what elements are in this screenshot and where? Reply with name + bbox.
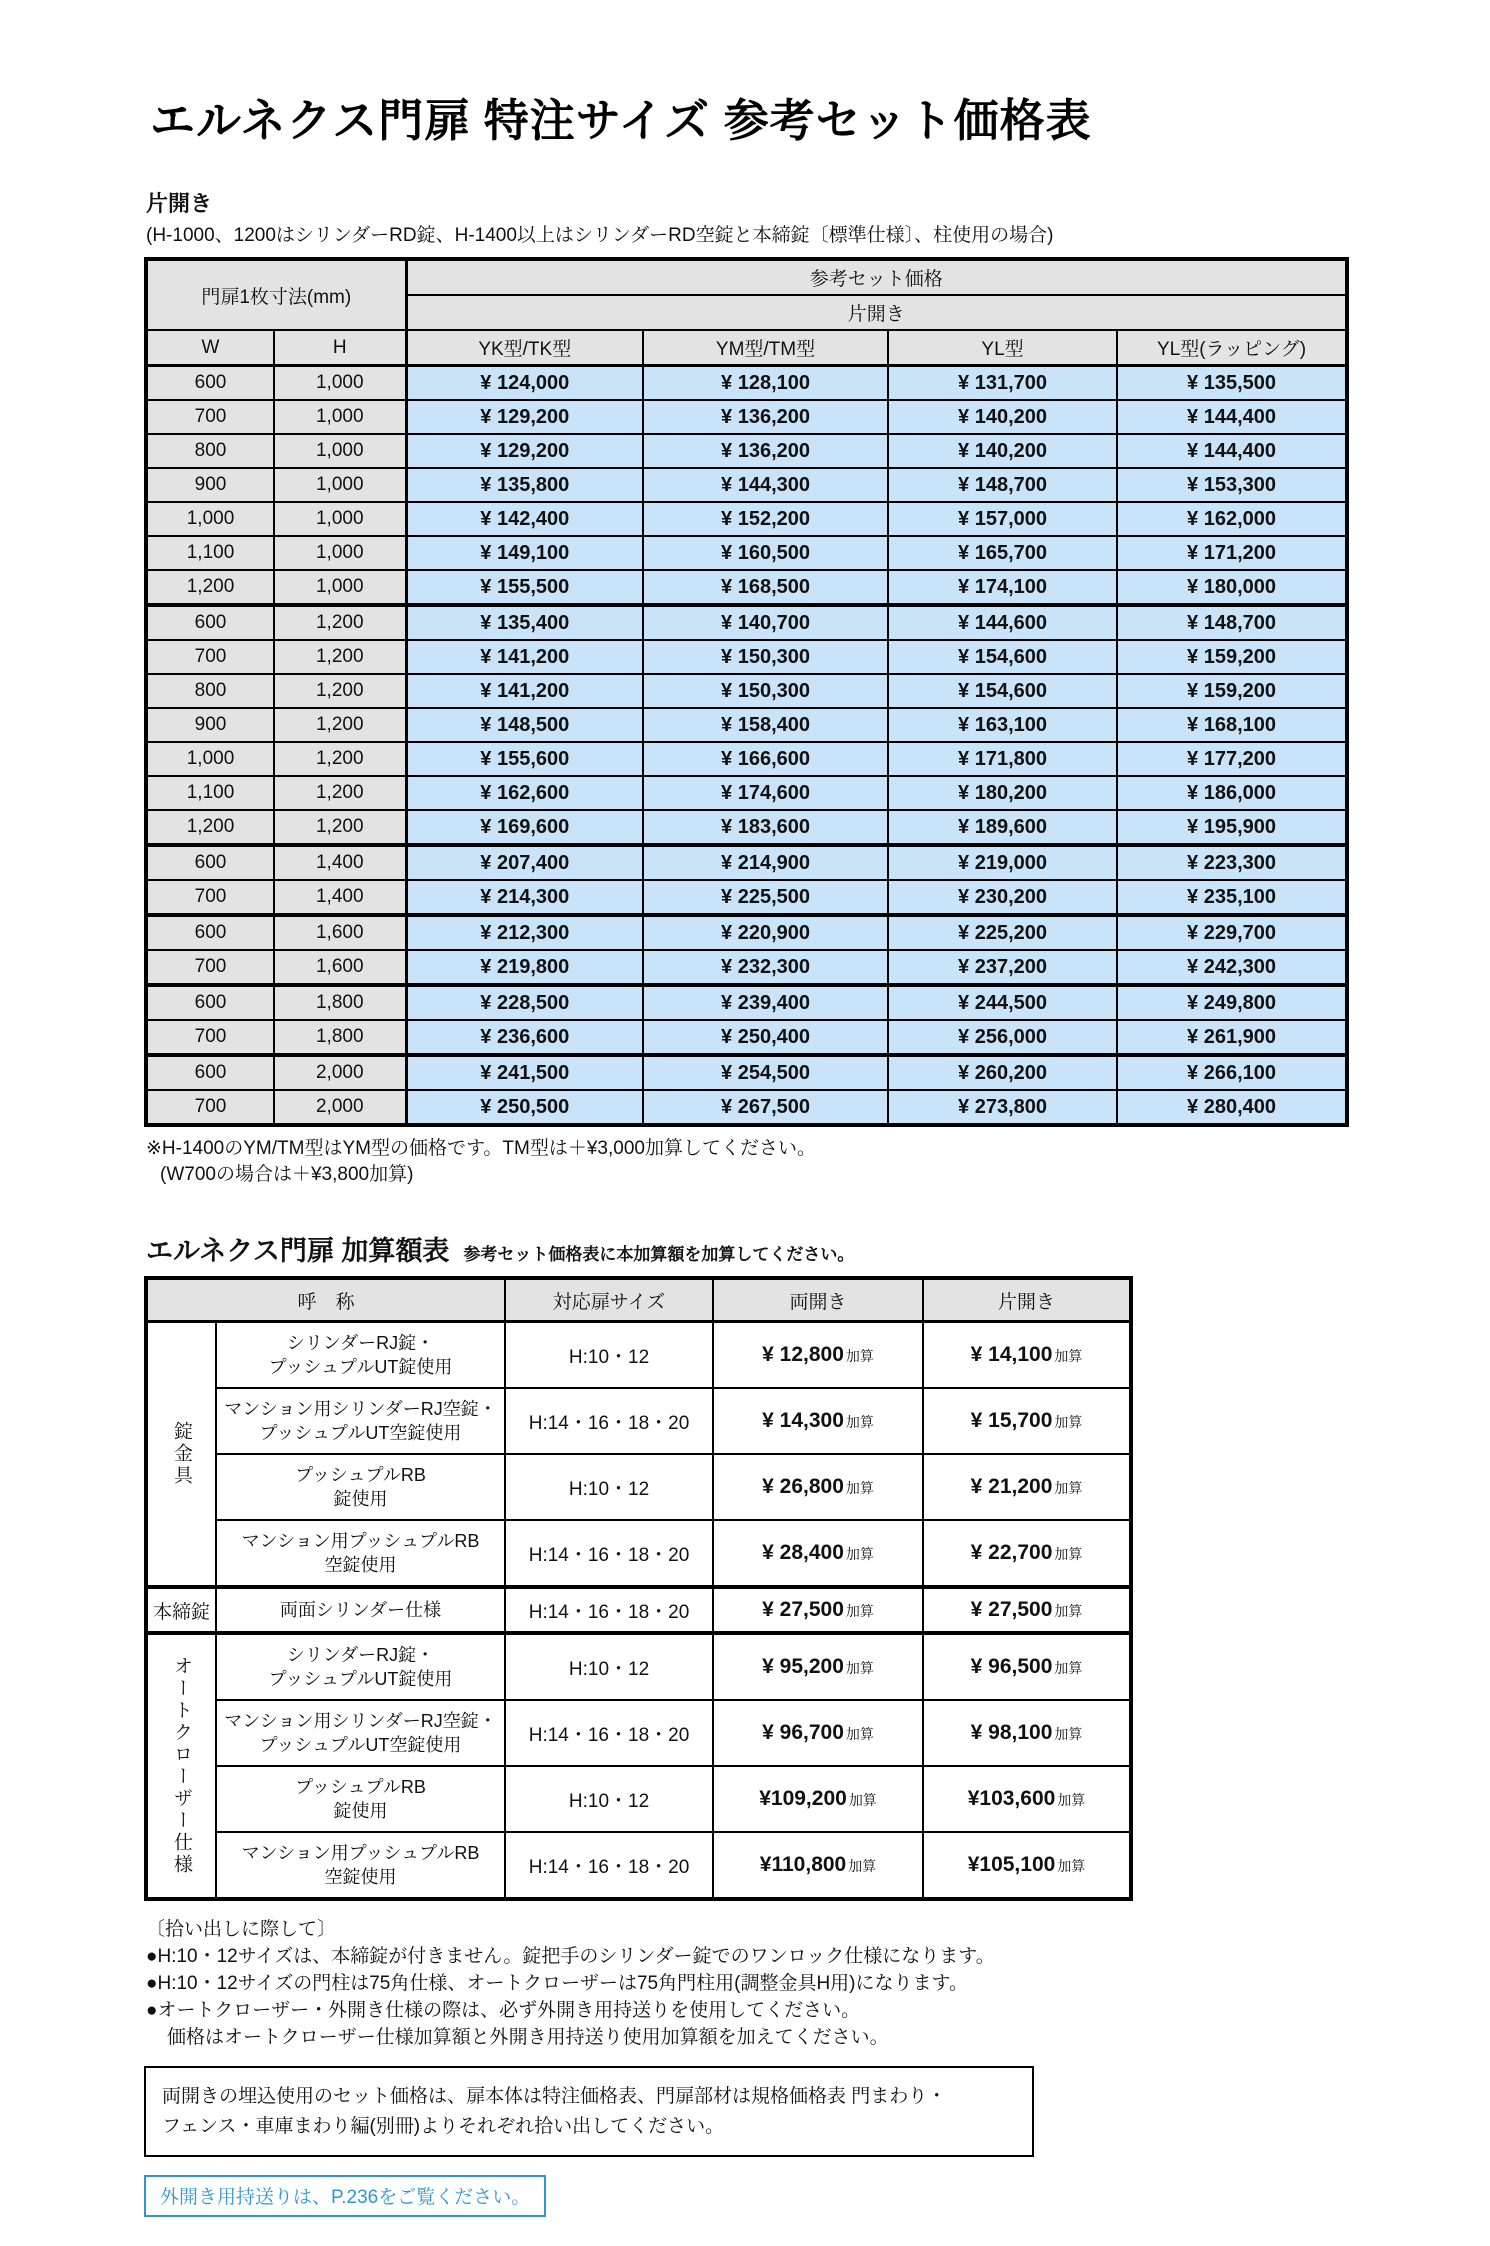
price-amount: ¥ 22,700 [970,1541,1053,1565]
price-cell: ¥ 159,200 [1117,674,1347,708]
add-suffix-label: 加算 [1057,1792,1086,1809]
h-value-cell: 1,400 [274,880,406,915]
w-value-cell: 1,100 [146,776,274,810]
price-row [146,640,1347,674]
add-suffix-label: 加算 [845,1414,874,1431]
h-value-cell: 1,000 [274,400,406,434]
w-value-cell: 700 [146,1090,274,1125]
price-row [146,400,1347,434]
price-table-footnote [146,1136,1490,1187]
price-row [146,915,1347,950]
price-amount: ¥ 21,200 [970,1475,1053,1499]
item-name-line: マンション用プッシュプルRB [241,1530,480,1551]
price-amount: ¥ 15,700 [970,1409,1053,1433]
add-suffix-label: 加算 [845,1546,874,1563]
item-name-cell [216,1388,505,1454]
w-value-cell: 900 [146,468,274,502]
add-suffix-label: 加算 [848,1792,877,1809]
price-cell: ¥ 154,600 [888,640,1117,674]
price-cell: ¥ 229,700 [1117,915,1347,950]
w-value-cell: 1,100 [146,536,274,570]
price-cell: ¥ 207,400 [406,845,643,880]
w-value-cell: 600 [146,1055,274,1090]
door-size-cell: H:14・16・18・20 [505,1520,713,1587]
addition-table [144,1276,1133,1901]
add-suffix-label: 加算 [845,1660,874,1677]
h-value-cell: 1,400 [274,845,406,880]
col-header-yl-wrap: YL型(ラッピング) [1117,330,1347,366]
add-suffix-label: 加算 [845,1726,874,1743]
col-header-yk: YK型/TK型 [406,330,643,366]
price-row [146,502,1347,536]
price-amount: ¥103,600 [967,1787,1056,1811]
col-header-w: W [146,330,274,366]
item-name-line: プッシュプルUT錠使用 [268,1669,453,1690]
price-amount: ¥ 12,800 [762,1343,844,1367]
price-row [146,708,1347,742]
double-price-cell [713,1766,923,1832]
double-price-cell [713,1633,923,1700]
w-value-cell: 800 [146,434,274,468]
w-value-cell: 700 [146,880,274,915]
w-value-cell: 600 [146,845,274,880]
door-size-cell: H:10・12 [505,1766,713,1832]
door-size-cell: H:10・12 [505,1322,713,1389]
price-cell: ¥ 150,300 [643,640,888,674]
single-price-cell [923,1700,1131,1766]
price-cell: ¥ 220,900 [643,915,888,950]
price-row [146,742,1347,776]
item-name-line: プッシュプルRB [295,1776,426,1797]
price-cell: ¥ 162,600 [406,776,643,810]
item-name-cell [216,1766,505,1832]
price-amount: ¥ 98,100 [970,1721,1053,1745]
price-cell: ¥ 153,300 [1117,468,1347,502]
single-price-cell [923,1587,1131,1633]
price-cell: ¥ 223,300 [1117,845,1347,880]
addition-table-note: 参考セット価格表に本加算額を加算してください。 [463,1245,855,1265]
price-cell: ¥ 168,500 [643,570,888,605]
add-suffix-label: 加算 [1054,1660,1083,1677]
price-cell: ¥ 236,600 [406,1020,643,1055]
door-size-cell: H:10・12 [505,1454,713,1520]
price-cell: ¥ 250,400 [643,1020,888,1055]
price-cell: ¥ 267,500 [643,1090,888,1125]
w-value-cell: 700 [146,400,274,434]
double-price-cell [713,1520,923,1587]
item-name-line: プッシュプルUT錠使用 [268,1357,453,1378]
price-cell: ¥ 158,400 [643,708,888,742]
single-price-cell [923,1322,1131,1389]
price-subgroup-header-cell: 片開き [406,295,1347,330]
double-price-cell [713,1454,923,1520]
price-cell: ¥ 159,200 [1117,640,1347,674]
h-value-cell: 1,200 [274,605,406,640]
w-value-cell: 600 [146,366,274,401]
price-cell: ¥ 225,200 [888,915,1117,950]
price-cell: ¥ 124,000 [406,366,643,401]
price-cell: ¥ 140,200 [888,434,1117,468]
double-price-cell [713,1587,923,1633]
price-cell: ¥ 150,300 [643,674,888,708]
price-cell: ¥ 155,600 [406,742,643,776]
addition-row [146,1766,1131,1832]
double-price-cell [713,1388,923,1454]
price-cell: ¥ 144,300 [643,468,888,502]
price-amount: ¥ 28,400 [762,1541,844,1565]
price-cell: ¥ 214,300 [406,880,643,915]
h-value-cell: 1,000 [274,468,406,502]
addition-row [146,1587,1131,1633]
price-cell: ¥ 141,200 [406,674,643,708]
h-value-cell: 1,200 [274,708,406,742]
boxed-note-line: フェンス・車庫まわり編(別冊)よりそれぞれ拾い出してください。 [162,2115,725,2137]
group-label: オートクローザー仕様 [146,1633,216,1899]
page-title: エルネクス門扉 特注サイズ 参考セット価格表 [150,95,1092,146]
addition-row [146,1388,1131,1454]
add-suffix-label: 加算 [1054,1726,1083,1743]
price-cell: ¥ 228,500 [406,985,643,1020]
note-bullet: ●H:10・12サイズの門柱は75角仕様、オートクローザーは75角門柱用(調整金具H用)になります。 [146,1973,968,1995]
w-value-cell: 1,000 [146,502,274,536]
h-value-cell: 1,000 [274,502,406,536]
add-suffix-label: 加算 [1054,1480,1083,1497]
price-cell: ¥ 135,500 [1117,366,1347,401]
item-name-line: シリンダーRJ錠・ [286,1644,435,1665]
item-name-cell [216,1322,505,1389]
addition-row [146,1520,1131,1587]
item-name-line: プッシュプルUT空錠使用 [259,1423,462,1444]
h-value-cell: 1,600 [274,915,406,950]
double-price-cell [713,1322,923,1389]
price-amount: ¥105,100 [967,1853,1056,1877]
h-value-cell: 1,800 [274,1020,406,1055]
h-value-cell: 1,200 [274,640,406,674]
price-cell: ¥ 256,000 [888,1020,1117,1055]
price-cell: ¥ 214,900 [643,845,888,880]
add-suffix-label: 加算 [1054,1603,1083,1620]
price-cell: ¥ 169,600 [406,810,643,845]
door-size-cell: H:14・16・18・20 [505,1587,713,1633]
w-value-cell: 700 [146,640,274,674]
group-label: 本締錠 [146,1587,216,1633]
w-value-cell: 1,000 [146,742,274,776]
price-cell: ¥ 165,700 [888,536,1117,570]
add-suffix-label: 加算 [1054,1348,1083,1365]
col-header-single: 片開き [923,1278,1131,1322]
item-name-line: 両面シリンダー仕様 [279,1600,442,1621]
price-cell: ¥ 142,400 [406,502,643,536]
price-amount: ¥ 27,500 [970,1598,1053,1622]
price-cell: ¥ 171,800 [888,742,1117,776]
price-cell: ¥ 144,400 [1117,434,1347,468]
item-name-line: シリンダーRJ錠・ [286,1332,435,1353]
price-cell: ¥ 180,200 [888,776,1117,810]
item-name-line: 錠使用 [333,1801,388,1822]
addition-row [146,1322,1131,1389]
price-cell: ¥ 249,800 [1117,985,1347,1020]
h-value-cell: 1,000 [274,366,406,401]
double-price-cell [713,1832,923,1899]
price-row [146,1020,1347,1055]
price-table [144,257,1349,1127]
item-name-cell [216,1587,505,1633]
price-cell: ¥ 141,200 [406,640,643,674]
single-price-cell [923,1633,1131,1700]
price-cell: ¥ 148,500 [406,708,643,742]
price-cell: ¥ 162,000 [1117,502,1347,536]
add-suffix-label: 加算 [845,1603,874,1620]
single-price-cell [923,1454,1131,1520]
price-row [146,950,1347,985]
price-cell: ¥ 261,900 [1117,1020,1347,1055]
single-price-cell [923,1832,1131,1899]
price-row [146,536,1347,570]
price-cell: ¥ 135,400 [406,605,643,640]
price-amount: ¥ 14,100 [970,1343,1053,1367]
item-name-cell [216,1700,505,1766]
size-header-cell: 門扉1枚寸法(mm) [146,259,406,330]
door-size-cell: H:14・16・18・20 [505,1388,713,1454]
h-value-cell: 1,800 [274,985,406,1020]
price-cell: ¥ 244,500 [888,985,1117,1020]
price-row [146,605,1347,640]
subtitle-note: (H-1000、1200はシリンダーRD錠、H-1400以上はシリンダーRD空錠と本締錠〔標準仕様〕、柱使用の場合) [146,225,1054,246]
note-bullet: ●オートクローザー・外開き仕様の際は、必ず外開き用持送りを使用してください。 [146,2000,861,2022]
price-cell: ¥ 266,100 [1117,1055,1347,1090]
addition-row [146,1454,1131,1520]
price-cell: ¥ 273,800 [888,1090,1117,1125]
item-name-line: 空錠使用 [324,1555,397,1576]
price-cell: ¥ 241,500 [406,1055,643,1090]
door-size-cell: H:10・12 [505,1633,713,1700]
addition-table-title: エルネクス門扉 加算額表 [146,1236,450,1267]
group-label: 錠金具 [146,1322,216,1588]
price-row [146,570,1347,605]
price-cell: ¥ 242,300 [1117,950,1347,985]
price-cell: ¥ 166,600 [643,742,888,776]
price-table-header-row-1 [146,259,1347,295]
addition-row [146,1633,1131,1700]
h-value-cell: 1,200 [274,742,406,776]
price-amount: ¥ 96,500 [970,1655,1053,1679]
item-name-line: マンション用プッシュプルRB [241,1842,480,1863]
embedded-use-note-box [144,2066,1034,2157]
price-amount: ¥ 95,200 [762,1655,844,1679]
w-value-cell: 700 [146,950,274,985]
price-cell: ¥ 186,000 [1117,776,1347,810]
add-suffix-label: 加算 [848,1858,877,1875]
h-value-cell: 1,200 [274,810,406,845]
price-cell: ¥ 171,200 [1117,536,1347,570]
col-header-h: H [274,330,406,366]
w-value-cell: 600 [146,985,274,1020]
price-amount: ¥ 27,500 [762,1598,844,1622]
price-row [146,985,1347,1020]
price-cell: ¥ 144,400 [1117,400,1347,434]
price-cell: ¥ 219,800 [406,950,643,985]
price-cell: ¥ 254,500 [643,1055,888,1090]
col-header-name: 呼 称 [146,1278,505,1322]
price-cell: ¥ 160,500 [643,536,888,570]
door-size-cell: H:14・16・18・20 [505,1832,713,1899]
price-cell: ¥ 239,400 [643,985,888,1020]
price-cell: ¥ 157,000 [888,502,1117,536]
price-cell: ¥ 140,700 [643,605,888,640]
price-cell: ¥ 230,200 [888,880,1117,915]
notes-heading: 〔拾い出しに際して〕 [146,1919,337,1941]
note-bullet: ●H:10・12サイズは、本締錠が付きません。錠把手のシリンダー錠でのワンロック仕様になります。 [146,1946,995,1968]
item-name-line: マンション用シリンダーRJ空錠・ [224,1710,497,1731]
price-cell: ¥ 177,200 [1117,742,1347,776]
add-suffix-label: 加算 [845,1348,874,1365]
item-name-cell [216,1454,505,1520]
w-value-cell: 900 [146,708,274,742]
door-size-cell: H:14・16・18・20 [505,1700,713,1766]
price-row [146,1090,1347,1125]
price-cell: ¥ 152,200 [643,502,888,536]
col-header-yl: YL型 [888,330,1117,366]
price-cell: ¥ 136,200 [643,434,888,468]
price-amount: ¥110,800 [759,1853,847,1877]
price-amount: ¥109,200 [759,1787,847,1811]
price-cell: ¥ 219,000 [888,845,1117,880]
col-header-double: 両開き [713,1278,923,1322]
price-row [146,674,1347,708]
item-name-line: 錠使用 [333,1489,388,1510]
price-cell: ¥ 189,600 [888,810,1117,845]
price-row [146,810,1347,845]
price-cell: ¥ 154,600 [888,674,1117,708]
price-cell: ¥ 225,500 [643,880,888,915]
pickup-notes [146,1917,1490,2052]
price-group-header-cell: 参考セット価格 [406,259,1347,295]
footnote-line: (W700の場合は＋¥3,800加算) [160,1163,414,1185]
price-cell: ¥ 183,600 [643,810,888,845]
h-value-cell: 1,000 [274,536,406,570]
price-cell: ¥ 195,900 [1117,810,1347,845]
addition-row [146,1700,1131,1766]
double-price-cell [713,1700,923,1766]
item-name-cell [216,1520,505,1587]
h-value-cell: 1,200 [274,776,406,810]
price-cell: ¥ 212,300 [406,915,643,950]
w-value-cell: 1,200 [146,810,274,845]
boxed-note-line: 両開きの埋込使用のセット価格は、扉本体は特注価格表、門扉部材は規格価格表 門まわり・ [162,2086,947,2108]
price-cell: ¥ 131,700 [888,366,1117,401]
price-table-column-row [146,330,1347,366]
single-price-cell [923,1388,1131,1454]
price-cell: ¥ 148,700 [888,468,1117,502]
price-cell: ¥ 180,000 [1117,570,1347,605]
item-name-line: マンション用シリンダーRJ空錠・ [224,1398,497,1419]
add-suffix-label: 加算 [1054,1546,1083,1563]
note-bullet-continuation: 価格はオートクローザー仕様加算額と外開き用持送り使用加算額を加えてください。 [167,2027,889,2049]
price-cell: ¥ 235,100 [1117,880,1347,915]
price-row [146,468,1347,502]
price-row [146,776,1347,810]
price-cell: ¥ 237,200 [888,950,1117,985]
price-cell: ¥ 129,200 [406,434,643,468]
h-value-cell: 2,000 [274,1055,406,1090]
price-cell: ¥ 163,100 [888,708,1117,742]
footnote-line: ※H-1400のYM/TM型はYM型の価格です。TM型は＋¥3,000加算してください。 [146,1138,816,1159]
price-row [146,845,1347,880]
price-cell: ¥ 260,200 [888,1055,1117,1090]
price-row [146,366,1347,401]
price-amount: ¥ 96,700 [762,1721,844,1745]
price-cell: ¥ 149,100 [406,536,643,570]
h-value-cell: 1,000 [274,570,406,605]
price-row [146,434,1347,468]
price-cell: ¥ 135,800 [406,468,643,502]
price-amount: ¥ 26,800 [762,1475,844,1499]
w-value-cell: 700 [146,1020,274,1055]
h-value-cell: 1,600 [274,950,406,985]
price-cell: ¥ 280,400 [1117,1090,1347,1125]
h-value-cell: 1,200 [274,674,406,708]
add-suffix-label: 加算 [1057,1858,1086,1875]
h-value-cell: 1,000 [274,434,406,468]
add-suffix-label: 加算 [845,1480,874,1497]
price-cell: ¥ 144,600 [888,605,1117,640]
price-cell: ¥ 174,100 [888,570,1117,605]
item-name-line: プッシュプルUT空錠使用 [259,1735,462,1756]
price-cell: ¥ 155,500 [406,570,643,605]
price-cell: ¥ 250,500 [406,1090,643,1125]
page-reference-link[interactable]: 外開き用持送りは、P.236をご覧ください。 [144,2175,546,2217]
price-cell: ¥ 168,100 [1117,708,1347,742]
w-value-cell: 600 [146,605,274,640]
price-cell: ¥ 129,200 [406,400,643,434]
single-price-cell [923,1520,1131,1587]
addition-row [146,1832,1131,1899]
w-value-cell: 1,200 [146,570,274,605]
price-cell: ¥ 136,200 [643,400,888,434]
price-row [146,880,1347,915]
price-amount: ¥ 14,300 [762,1409,844,1433]
w-value-cell: 800 [146,674,274,708]
col-header-ym: YM型/TM型 [643,330,888,366]
item-name-cell [216,1832,505,1899]
item-name-line: 空錠使用 [324,1867,397,1888]
price-cell: ¥ 140,200 [888,400,1117,434]
item-name-line: プッシュプルRB [295,1464,426,1485]
single-price-cell [923,1766,1131,1832]
h-value-cell: 2,000 [274,1090,406,1125]
price-cell: ¥ 148,700 [1117,605,1347,640]
price-cell: ¥ 128,100 [643,366,888,401]
addition-table-header-row [146,1278,1131,1322]
w-value-cell: 600 [146,915,274,950]
item-name-cell [216,1633,505,1700]
col-header-door-size: 対応扉サイズ [505,1278,713,1322]
addition-section-heading [146,1229,1490,1268]
price-cell: ¥ 174,600 [643,776,888,810]
subtitle: 片開き [146,191,213,216]
price-row [146,1055,1347,1090]
add-suffix-label: 加算 [1054,1414,1083,1431]
price-cell: ¥ 232,300 [643,950,888,985]
